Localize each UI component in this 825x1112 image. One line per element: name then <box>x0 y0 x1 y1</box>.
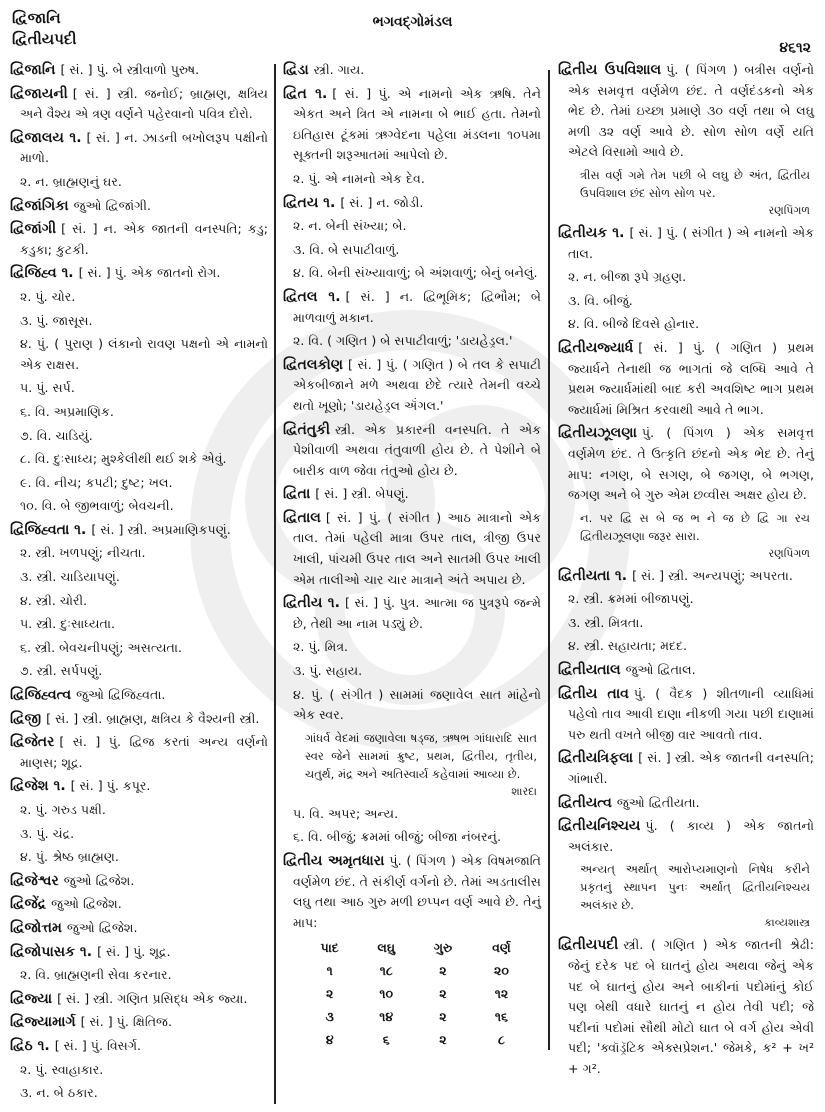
citation-source: શારદા <box>511 784 537 798</box>
sub-sense: ૨. વિ. બ્રાહ્મણની સેવા કરનાર. <box>20 967 172 983</box>
page-number: ૪૬૧૨ <box>779 40 811 56</box>
definition: [ સં. ] પું. એ નામનો એક ઋષિ. તેને એકત અને ત્રિત એ નામના બે ભાઈ હતા. તેમનો ઇતિહાસ ટૂંકમાં ઋગ્વેદના પહેલા મંડલના ૧૦૫મા સૂક્તની શરૂઆતમાં આપેલો છે. <box>293 85 541 163</box>
dictionary-entry <box>283 60 541 81</box>
sub-sense: ૯. વિ. નીચ; કપટી; દુષ્ટ; ખલ. <box>20 474 173 490</box>
sub-sense: ૪. સ્ત્રી. ચોરી. <box>20 592 88 608</box>
sub-sense: ૩. વિ. બે સપાટીવાળું. <box>293 241 400 257</box>
headword: દ્વિતીય ૧. <box>283 595 340 612</box>
sub-sense: ૨. વિ. ( ગણિત ) બે સપાટીવાળું; 'ડાયહેડ્રલ.' <box>293 333 513 349</box>
table-header-row <box>301 936 531 959</box>
dictionary-entry <box>283 593 541 634</box>
column-divider <box>548 70 550 1050</box>
headword: દ્વિજાયની <box>10 85 68 102</box>
headword: દ્વિતલ ૧. <box>283 288 341 305</box>
sub-sense: ૮. વિ. દુઃસાધ્ય; મુશ્કેલીથી થઈ શકે એવું. <box>20 451 227 467</box>
guide-word-last: દ્વિતીયપદી <box>12 30 77 48</box>
headword: દ્વિજેતર <box>10 734 55 751</box>
dictionary-entry <box>10 871 268 892</box>
definition: [ સં. ] પું. એક જાતનો રોગ. <box>78 265 221 281</box>
headword: દ્વિતંતુકી <box>283 421 330 438</box>
dictionary-entry <box>283 84 541 166</box>
column-2 <box>283 60 541 1051</box>
sub-sense: ૧૦. વિ. બે જીભવાળું; બેવચની. <box>20 498 174 514</box>
definition: જુઓ દ્વિજેશ. <box>66 919 138 935</box>
sub-sense: ૩. પું. જાસૂસ. <box>20 312 93 328</box>
sub-sense: ૭. વિ. ચાડિયું. <box>20 427 93 443</box>
citation-source: કાવ્યશાસ્ત્ર <box>764 916 810 930</box>
dictionary-entry <box>283 484 541 505</box>
table-cell: ૨ <box>439 1032 447 1048</box>
definition: સ્ત્રી. એક પ્રકારની વનસ્પતિ. તે એક પેશીવાળી અથવા તંતુવાળી હોય છે. તે પેશીને બે બારીક વાળ જેવા તંતુઓ હોય છે. <box>293 421 541 478</box>
headword: દ્વિજિહ્વતા ૧. <box>10 521 87 538</box>
headword: દ્વિજી <box>10 710 42 727</box>
table-row <box>301 959 531 982</box>
column-divider <box>274 64 276 1104</box>
definition: [ સં. ] પું. કપૂર. <box>70 778 151 794</box>
citation-text: અન્યત્ અર્થાત્ આરોપ્યમાણનો નિષેધ કરીને પ્રકૃતનું સ્થાપન પુનઃ અર્થાત્ દ્વિતીયનિશ્ચય અલંકાર છે. <box>580 862 810 913</box>
headword: દ્વિતલકોણ <box>283 356 344 373</box>
table-cell: ૬ <box>382 1032 390 1048</box>
definition: જુઓ દ્વિજેશ. <box>63 872 135 888</box>
sub-sense: ૨. સ્ત્રી. ખળપણું; નીચતા. <box>20 545 146 561</box>
headword: દ્વિતીયતાલ <box>558 662 621 679</box>
citation-text: ન. પર દ્વિ સ બે જ ભ ને જ છે દ્વિ ગા રચ દ્વિતીયઝૂલણા જરૂર સારા. <box>580 510 810 543</box>
sub-sense: ૪. પું. ( પુરાણ ) લંકાનો રાવણ પક્ષનો એ નામનો એક રાક્ષસ. <box>20 336 268 372</box>
sub-sense: ૨. ન. બીજા રૂપે ગ્રહણ. <box>568 269 687 285</box>
table-row <box>301 1005 531 1028</box>
dictionary-entry <box>283 287 541 328</box>
sub-sense: ૪. પું. શ્રેષ્ઠ બ્રાહ્મણ. <box>20 849 119 865</box>
headword: દ્વિજ્યા <box>10 990 53 1007</box>
sub-sense: ૫. વિ. અપર; અન્ય. <box>293 805 399 821</box>
headword: દ્વિતીયનિશ્ચય <box>558 818 641 835</box>
dictionary-entry <box>10 196 268 217</box>
sub-sense: ૫. પું. સર્પ. <box>20 380 75 396</box>
definition: [ સં. ] સ્ત્રી. ગણિત પ્રસિદ્ધ એક જ્યા. <box>57 990 248 1006</box>
citation-text: ગાંધર્વ વેદમાં જણાવેલા ષડ્જ, ઋષભ ગાંધારાદિ સાત સ્વર જેને સામમાં ક્રુષ્ટ, પ્રથમ, દ્વિતીય, તૃતીય, ચતુર્થ, મંદ્ર અને અતિસ્વાર્ય કહેવામાં આવ્યા છે. <box>305 730 537 781</box>
definition: [ સં. ] સ્ત્રી. બ્રાહ્મણ, ક્ષત્રિય કે વૈશ્યની સ્ત્રી. <box>46 710 260 726</box>
definition: જુઓ દ્વિતાલ. <box>625 662 696 678</box>
sub-sense: ૨. પું. એ નામનો એક દેવ. <box>293 170 425 186</box>
sub-sense: ૨. સ્ત્રી. ક્રમમાં બીજાપણું. <box>568 591 694 607</box>
headword: દ્વિતીય અમૃતધારા <box>283 853 385 869</box>
sub-sense: ૬. વિ. અપ્રમાણિક. <box>20 403 114 419</box>
citation <box>558 166 814 220</box>
sub-sense: ૨. પું. સ્વાહાકાર. <box>20 1061 104 1077</box>
headword: દ્વિડા <box>283 62 309 78</box>
sub-sense: ૪. વિ. બેની સંખ્યાવાળું; બે અંશવાળું; બેનું બનેલું. <box>293 265 538 281</box>
table-cell: ૧૦ <box>379 986 394 1002</box>
dictionary-entry <box>10 918 268 939</box>
dictionary-entry <box>558 223 814 264</box>
definition: [ સં. ] પું. ક્ષિતિજ. <box>80 1014 172 1030</box>
headword: દ્વિજિહ્વત્વ <box>10 687 72 704</box>
column-header: પાદ <box>320 940 339 956</box>
dictionary-entry <box>10 263 268 284</box>
definition: [ સં. ] સ્ત્રી. એક જાતની વનસ્પતિ; ગાંભારી. <box>568 750 814 787</box>
table-cell: ૨ <box>326 986 334 1002</box>
sub-sense: ૫. સ્ત્રી. દુઃસાધ્યતા. <box>20 616 115 632</box>
dictionary-entry <box>558 748 814 789</box>
headword: દ્વિતીય ઉપવિશાલ <box>558 62 662 78</box>
headword: દ્વિતીયત્રિફલા <box>558 750 634 767</box>
dictionary-entry <box>10 1036 268 1057</box>
headword: દ્વિતીયઝૂલણા <box>558 425 637 442</box>
dictionary-entry <box>10 989 268 1010</box>
dictionary-entry <box>10 942 268 963</box>
headword: દ્વિજાંગિકા <box>10 197 69 214</box>
dictionary-entry <box>10 732 268 773</box>
definition: [ સં. ] પું. બે સ્ત્રીવાળો પુરુષ. <box>60 62 200 77</box>
definition: [ સં. ] પું. ( સંગીત ) એ નામનો એક તાલ. <box>568 224 814 261</box>
sub-sense: ૪. પું. ( સંગીત ) સામમાં જણાવેલ સાત માંહેનો એક સ્વર. <box>293 686 541 723</box>
headword: દ્વિજોપાસક ૧. <box>10 943 93 960</box>
definition: પું. ( કાવ્ય ) એક જાતનો અલંકાર. <box>568 818 814 854</box>
dictionary-entry <box>10 60 268 81</box>
headword: દ્વિજાંગી <box>10 221 57 238</box>
sub-sense: ૬. વિ. બીજું; ક્રમમાં બીજું; બીજા નંબરનું. <box>293 829 501 845</box>
sub-sense: ૨. પું. મિત્ર. <box>293 639 349 655</box>
definition: [ સં. ] સ્ત્રી. અપ્રમાણિકપણું. <box>91 521 231 537</box>
sub-sense: ૩. સ્ત્રી. મિત્રતા. <box>568 614 644 630</box>
sub-sense: ૨. પું. ગરુડ પક્ષી. <box>20 802 106 817</box>
sub-sense: ૨. પું. ચોર. <box>20 288 76 304</box>
citation <box>283 729 541 801</box>
table-cell: ૧ <box>326 963 333 979</box>
sub-sense: ૩. પું. સહાય. <box>293 663 363 679</box>
table-cell: ૨ <box>439 963 447 979</box>
dictionary-entry <box>558 935 814 1079</box>
headword: દ્વિજાનિ <box>10 62 56 78</box>
headword: દ્વિજેંદ્ર <box>10 896 47 913</box>
sub-sense: ૩. સ્ત્રી. ચાડિયાપણું. <box>20 569 120 585</box>
book-title: ભગવદ્ગોમંડલ <box>372 14 453 30</box>
table-cell: ૧૪ <box>379 1009 394 1025</box>
headword: દ્વિતીયત્વ <box>558 794 612 811</box>
dictionary-entry <box>10 1012 268 1033</box>
dictionary-entry <box>558 793 814 814</box>
definition: સ્ત્રી. ( ગણિત ) એક જાતની શ્રેઢી: જેનું દરેક પદ બે ઘાતનું હોય અથવા જેનું એક પદ બે ઘાતનું હોય અને બાકીનાં પદોમાંનું કોઈ પણ બેથી વધારે ઘાતનું ન હોય તેવી પદી; જે પદીનાં પદોમાં સૌથી મોટો ઘાત બે વર્ગ હોય એવી પદી; 'ક્વૉડ્રૅટિક એક્સપ્રેશન.' જેમકે, ક² + ખ² + ગ². <box>568 937 814 1076</box>
definition: [ સં. ] ન. દ્વિભૂમિક; દ્વિભૌમ; બે માળવાળું મકાન. <box>293 288 541 325</box>
headword: દ્વિજાલય ૧. <box>10 129 82 146</box>
definition: જુઓ દ્વિતીયતા. <box>616 794 700 810</box>
definition: પું. ( પિંગળ ) એક સમવૃત્ત વર્ણમેળ છંદ. તે ઉત્કૃતિ છંદનો એક ભેદ છે. તેનું માપ: નગણ, બે સગણ, બે જગણ, બે ભગણ, જગણ અને બે ગુરુ એમ છવ્વીસ અક્ષર હોય છે. <box>568 425 814 503</box>
guide-word-first: દ્વિજાનિ <box>12 9 61 27</box>
definition: [ સં. ] પું. પુત્ર. આત્મા જ પુત્રરૂપે જન્મે છે, તેથી આ નામ પડ્યું છે. <box>293 595 541 631</box>
dictionary-entry <box>283 355 541 417</box>
definition: [ સં. ] સ્ત્રી. બેપણું. <box>315 486 409 502</box>
headword: દ્વિત ૧. <box>283 85 328 102</box>
table-row <box>301 1028 531 1051</box>
sub-sense: ૨. ન. બ્રાહ્મણનું ઘર. <box>20 173 122 189</box>
dictionary-entry <box>10 520 268 541</box>
headword: દ્વિજોત્તમ <box>10 919 62 936</box>
headword: દ્વિજિહ્વ ૧. <box>10 265 74 282</box>
dictionary-entry <box>558 816 814 857</box>
citation-text: ત્રીસ વર્ણ ગમે તેમ પછી બે લઘુ છે અંત, દ્વિતીય ઉપવિશાલ છંદ સોળ સોળ પર. <box>580 167 810 200</box>
column-header: વર્ણ <box>492 940 511 956</box>
table-cell: ૪ <box>325 1032 334 1048</box>
table-cell: ૮ <box>497 1032 505 1048</box>
definition: [ સં. ] પું. દ્વિજ કરતાં અન્ય વર્ણનો માણસ; શૂદ્ર. <box>20 734 268 770</box>
headword: દ્વિતીયતા ૧. <box>558 567 628 584</box>
definition: [ સં. ] પું. ( ગણિત ) બે તલ કે સપાટી એકબીજાને મળે અથવા છેદે ત્યારે તેમની વચ્ચે થતો ખૂણો; 'ડાયહેડ્રલ ઍંગલ.' <box>293 356 541 413</box>
table-cell: ૨ <box>439 1009 447 1025</box>
headword: દ્વિજેશ ૧. <box>10 778 66 795</box>
sub-sense: ૭. સ્ત્રી. સર્પપણું. <box>20 663 103 679</box>
headword: દ્વિતા <box>283 486 311 503</box>
sub-sense: ૬. સ્ત્રી. બેવચનીપણું; અસત્યતા. <box>20 639 182 655</box>
dictionary-entry <box>10 709 268 730</box>
dictionary-entry <box>10 894 268 915</box>
citation-source: રણપિંગળ <box>768 203 810 217</box>
dictionary-entry <box>10 685 268 706</box>
table-cell: ૨ <box>439 986 447 1002</box>
table-cell: ૧૨ <box>494 986 509 1002</box>
dictionary-entry <box>558 684 814 746</box>
dictionary-entry <box>558 60 814 163</box>
headword: દ્વિતીયક ૧. <box>558 224 625 241</box>
definition: [ સં. ] સ્ત્રી. અન્યપણું; અપરતા. <box>632 567 793 583</box>
sub-sense: ૪. સ્ત્રી. સહાયતા; મદદ. <box>568 638 688 654</box>
definition: [ સં. ] પું. ( સંગીત ) આઠ માત્રાનો એક તાલ. તેમાં પહેલી માત્રા ઉપર તાલ, ત્રીજી ઉપર ખાલી, પાંચમી ઉપર તાલ અને સાતમી ઉપર ખાલી એમ તાલીઓ ચાર ચાર માત્રાને અંતે અપાય છે. <box>293 509 541 587</box>
dictionary-entry <box>283 851 541 933</box>
dictionary-entry <box>283 508 541 590</box>
definition: જુઓ દ્વિજાંગી. <box>73 197 151 213</box>
definition: [ સં. ] ન. જોડી. <box>340 194 424 210</box>
dictionary-entry <box>558 566 814 587</box>
definition: [ સં. ] પું. વિસર્ગ. <box>54 1037 142 1053</box>
dictionary-entry <box>558 338 814 420</box>
sub-sense: ૩. વિ. બીજું. <box>568 292 633 308</box>
definition: [ સં. ] પું. ( ગણિત ) પ્રથમ જ્યાર્ધને તેનાથી જ ભાગતાં જે લબ્ધિ આવે તે પ્રથમ જ્યાર્ધમાંથી બાદ કરી અવશિષ્ટ ભાગ પ્રથમ જ્યાર્ધમાં મિશ્રિત કરવાથી આવે તે ભાગ. <box>568 339 814 417</box>
headword: દ્વિતીયપદી <box>558 937 619 954</box>
dictionary-entry <box>10 128 268 169</box>
dictionary-entry <box>283 420 541 482</box>
column-header: ગુરુ <box>433 940 453 956</box>
definition: જુઓ દ્વિજિહ્વતા. <box>76 687 166 703</box>
table-row <box>301 982 531 1005</box>
dictionary-entry <box>10 84 268 125</box>
table-cell: ૩ <box>325 1009 334 1025</box>
column-header: લઘુ <box>377 940 396 956</box>
definition: સ્ત્રી. ગાય. <box>313 62 365 77</box>
definition: [ સં. ] સ્ત્રી. જનોઈ; બ્રાહ્મણ, ક્ષત્રિય અને વૈશ્ય એ ત્રણ વર્ણને પહેરવાનો પવિત્ર દોરો. <box>20 85 268 122</box>
dictionary-entry <box>558 660 814 681</box>
definition: પું. ( પિંગળ ) બત્રીસ વર્ણનો એક સમવૃત્ત વર્ણમેળ છંદ. તે વર્ણદંડકનો એક ભેદ છે. તેમાં ઇચ્છા પ્રમાણે ૩૦ વર્ણ તથા બે લઘુ મળી ૩૨ વર્ણ આવે છે. સોળ સોળ વર્ણે યતિ એટલે વિસામો આવે છે. <box>568 62 814 160</box>
sub-sense: ૪. વિ. બીજે દિવસે હોનાર. <box>568 316 700 332</box>
sub-sense: ૩. ન. બે ઠકાર. <box>20 1085 98 1101</box>
headword: દ્વિતીયજ્યાર્ધ <box>558 339 634 356</box>
citation <box>558 860 814 932</box>
dictionary-entry <box>10 776 268 797</box>
headword: દ્વિતીય તાવ <box>558 685 629 702</box>
citation <box>558 509 814 563</box>
headword: દ્વિજ્યામાર્ગ <box>10 1014 76 1031</box>
table-cell: ૨૦ <box>494 963 509 979</box>
citation-source: રણપિંગળ <box>768 546 810 560</box>
headword: દ્વિજેશ્વર <box>10 872 59 889</box>
column-1 <box>10 60 268 1107</box>
dictionary-entry <box>283 193 541 214</box>
dictionary-entry <box>558 423 814 505</box>
table-cell: ૧૮ <box>379 963 393 979</box>
dictionary-entry <box>10 219 268 260</box>
definition: [ સં. ] પું. શૂદ્ર. <box>97 943 171 959</box>
table-cell: ૧૬ <box>494 1009 508 1025</box>
sub-sense: ૩. પું. ચંદ્ર. <box>20 825 75 841</box>
definition: પું. ( વૈદક ) શીતળાની વ્યાધિમાં પહેલો તાવ આવી દાણા નીકળી ગયા પછી દાણામાં પરુ થતી વખતે બીજી વાર આવતો તાવ. <box>568 685 814 742</box>
definition: પું. ( પિંગળ ) એક વિષમજાતિ વર્ણમેળ છંદ. તે સંકીર્ણ વર્ગનો છે. તેમાં અડતાલીસ લઘુ તથા આઠ ગુરુ મળી છપ્પન વર્ણ આવે છે. તેનું માપ: <box>293 853 541 930</box>
definition: [ સં. ] ન. ઝાડની બખોલરૂપ પક્ષીનો માળો. <box>20 129 268 166</box>
sub-sense: ૨. ન. બેની સંખ્યા; બે. <box>293 218 407 234</box>
headword: દ્વિઠ ૧. <box>10 1037 50 1054</box>
definition: [ સં. ] ન. એક જાતની વનસ્પતિ; કડુ; કડુકા; કુટકી. <box>20 221 268 257</box>
headword: દ્વિતાલ <box>283 509 321 526</box>
definition: જુઓ દ્વિજેશ. <box>51 896 122 912</box>
column-3 <box>558 60 814 1083</box>
headword: દ્વિતય ૧. <box>283 194 336 211</box>
meter-table <box>301 936 531 1051</box>
